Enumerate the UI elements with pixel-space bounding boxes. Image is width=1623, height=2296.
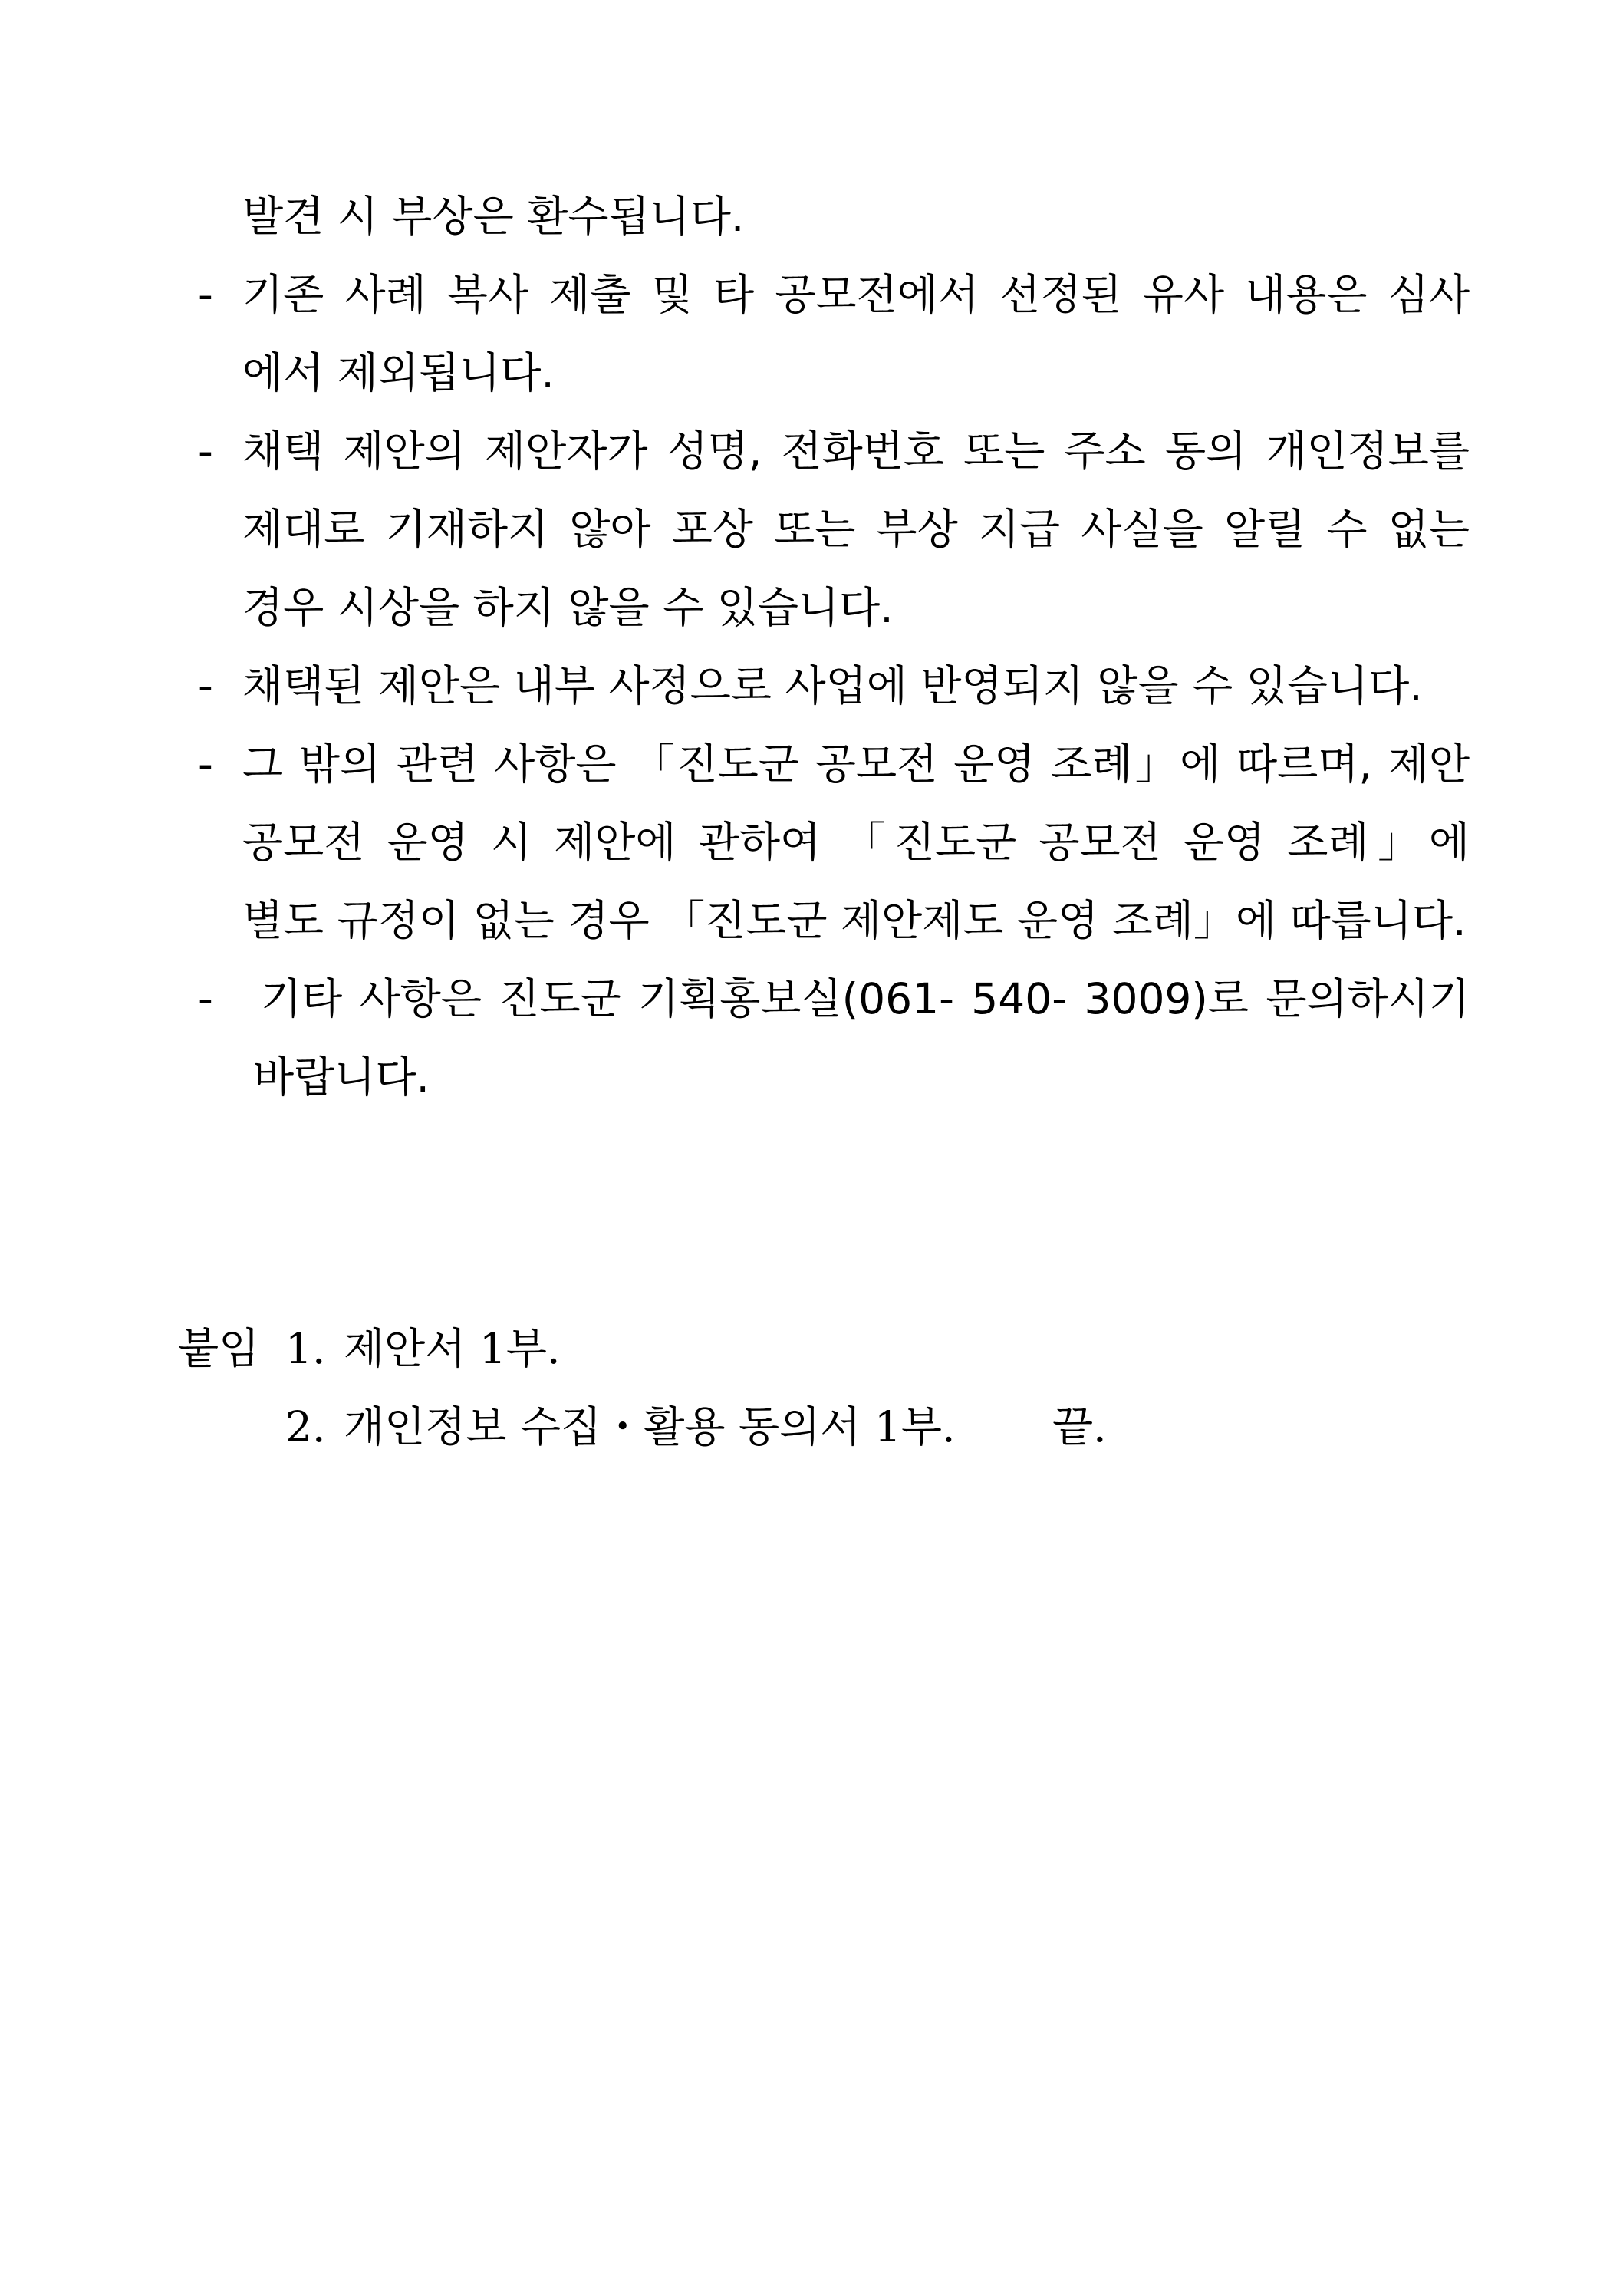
attachment-text: 제안서 1부. (344, 1324, 561, 1373)
item-line: 기존 사례 복사 제출 및 타 공모전에서 선정된 유사 내용은 심사 (242, 270, 1470, 319)
attachment-text: 개인정보 수집・활용 동의서 1부. (344, 1402, 956, 1451)
bullet-dash: - (198, 427, 213, 476)
item-line: 에서 제외됩니다. (242, 348, 555, 397)
item-line: 공모전 운영 시 제안에 관하여 「진도군 공모전 운영 조례」에 (242, 818, 1470, 867)
item-line: 제대로 기재하지 않아 포상 또는 부상 지급 사실을 알릴 수 없는 (242, 505, 1470, 554)
attachment-label: 붙임 (178, 1324, 260, 1373)
item-line: 기타 사항은 진도군 기획홍보실(061- 540- 3009)로 문의하시기 (261, 974, 1470, 1023)
item-line: 바랍니다. (253, 1052, 430, 1102)
item-line: 별도 규정이 없는 경우 「진도군 제안제도 운영 조례」에 따릅니다. (242, 896, 1467, 945)
end-mark: 끝. (1052, 1402, 1107, 1451)
continuation-line: 발견 시 부상은 환수됩니다. (242, 192, 745, 241)
attachment-number: 2. (285, 1402, 326, 1451)
attachment-number: 1. (285, 1324, 326, 1373)
bullet-dash: - (198, 270, 213, 319)
item-line: 채택된 제안은 내부 사정으로 사업에 반영되지 않을 수 있습니다. (242, 661, 1423, 710)
bullet-dash: - (198, 974, 213, 1023)
bullet-dash: - (198, 661, 213, 710)
bullet-dash: - (198, 740, 213, 789)
item-line: 경우 시상을 하지 않을 수 있습니다. (242, 583, 894, 632)
item-line: 그 밖의 관련 사항은 「진도군 공모전 운영 조례」에 따르며, 제안 (242, 740, 1470, 789)
item-line: 채택 제안의 제안자가 성명, 전화번호 또는 주소 동의 개인정보를 (242, 427, 1470, 476)
